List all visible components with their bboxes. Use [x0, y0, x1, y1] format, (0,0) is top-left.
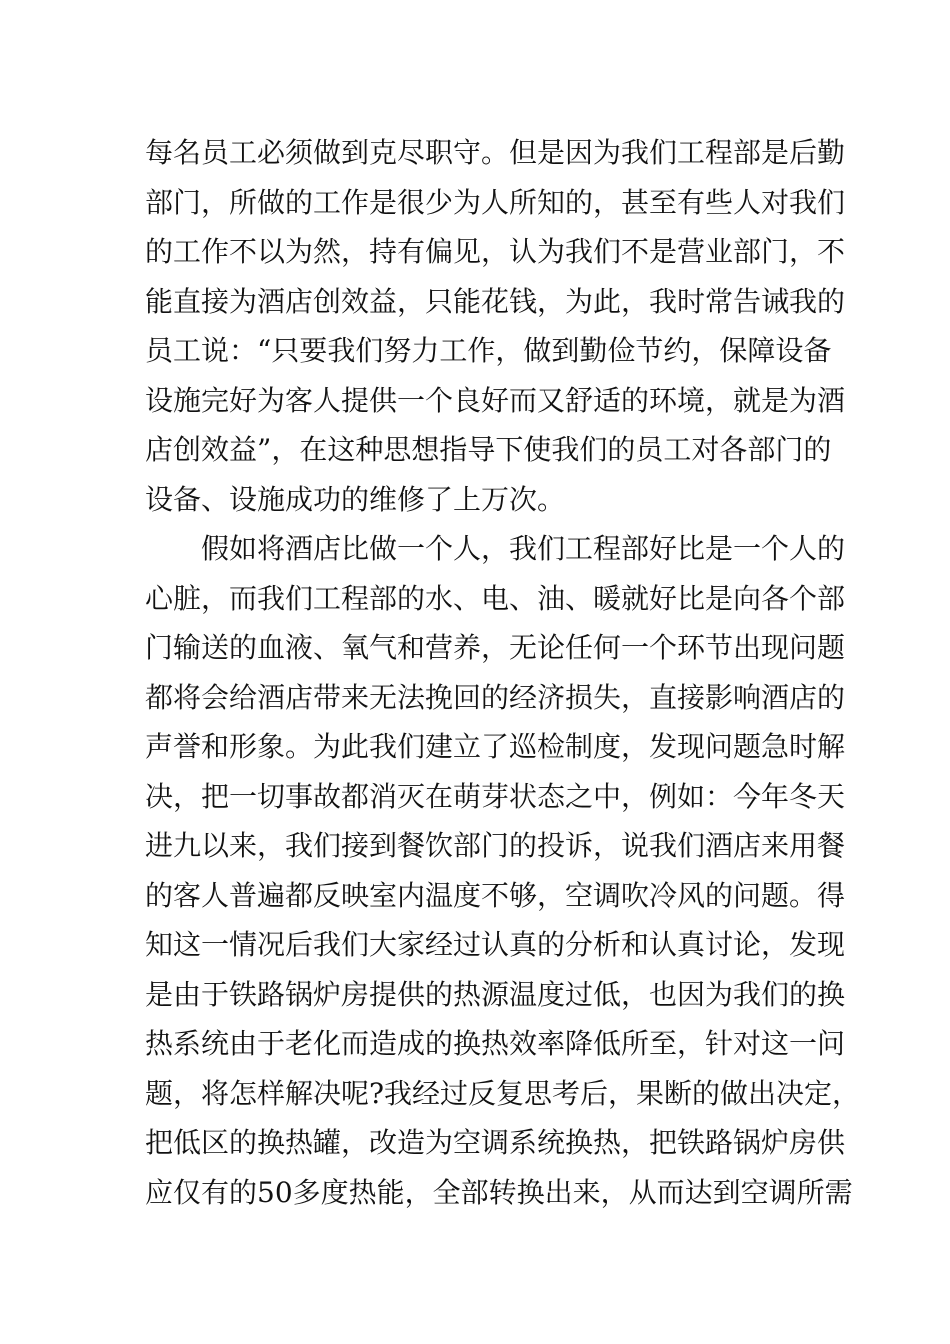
text-line-12: 都将会给酒店带来无法挽回的经济损失，直接影响酒店的 — [145, 680, 846, 714]
text-line-2: 部门，所做的工作是很少为人所知的，甚至有些人对我们 — [145, 185, 846, 219]
text-line-1: 每名员工必须做到克尽职守。但是因为我们工程部是后勤 — [145, 136, 846, 169]
text-line-5: 员工说：“只要我们努力工作，做到勤俭节约，保障设备 — [145, 334, 832, 367]
text-line-22: 应仅有的50多度热能，全部转换出来，从而达到空调所需 — [145, 1175, 853, 1209]
text-line-10: 心脏，而我们工程部的水、电、油、暖就好比是向各个部 — [145, 581, 846, 615]
text-line-21: 把低区的换热罐，改造为空调系统换热，把铁路锅炉房供 — [145, 1126, 846, 1159]
text-line-9: 假如将酒店比做一个人，我们工程部好比是一个人的 — [145, 532, 846, 565]
text-line-6: 设施完好为客人提供一个良好而又舒适的环境，就是为酒 — [145, 383, 846, 417]
text-line-16: 的客人普遍都反映室内温度不够，空调吹冷风的问题。得 — [145, 878, 846, 912]
text-line-17: 知这一情况后我们大家经过认真的分析和认真讨论，发现 — [145, 928, 846, 961]
document-body — [145, 128, 861, 1217]
text-line-13: 声誉和形象。为此我们建立了巡检制度，发现问题急时解 — [145, 730, 846, 763]
text-line-14: 决，把一切事故都消灭在萌芽状态之中，例如：今年冬天 — [145, 779, 846, 813]
text-line-19: 热系统由于老化而造成的换热效率降低所至，针对这一问 — [145, 1027, 846, 1060]
text-line-20: 题，将怎样解决呢?我经过反复思考后，果断的做出决定， — [145, 1076, 861, 1110]
text-line-18: 是由于铁路锅炉房提供的热源温度过低，也因为我们的换 — [145, 977, 846, 1011]
text-line-4: 能直接为酒店创效益，只能花钱，为此，我时常告诫我的 — [145, 284, 846, 318]
text-line-7: 店创效益”，在这种思想指导下使我们的员工对各部门的 — [145, 433, 832, 466]
text-line-3: 的工作不以为然，持有偏见，认为我们不是营业部门，不 — [145, 235, 846, 268]
text-line-15: 进九以来，我们接到餐饮部门的投诉，说我们酒店来用餐 — [145, 829, 846, 862]
text-line-8: 设备、设施成功的维修了上万次。 — [145, 482, 566, 516]
text-line-11: 门输送的血液、氧气和营养，无论任何一个环节出现问题 — [145, 631, 846, 664]
